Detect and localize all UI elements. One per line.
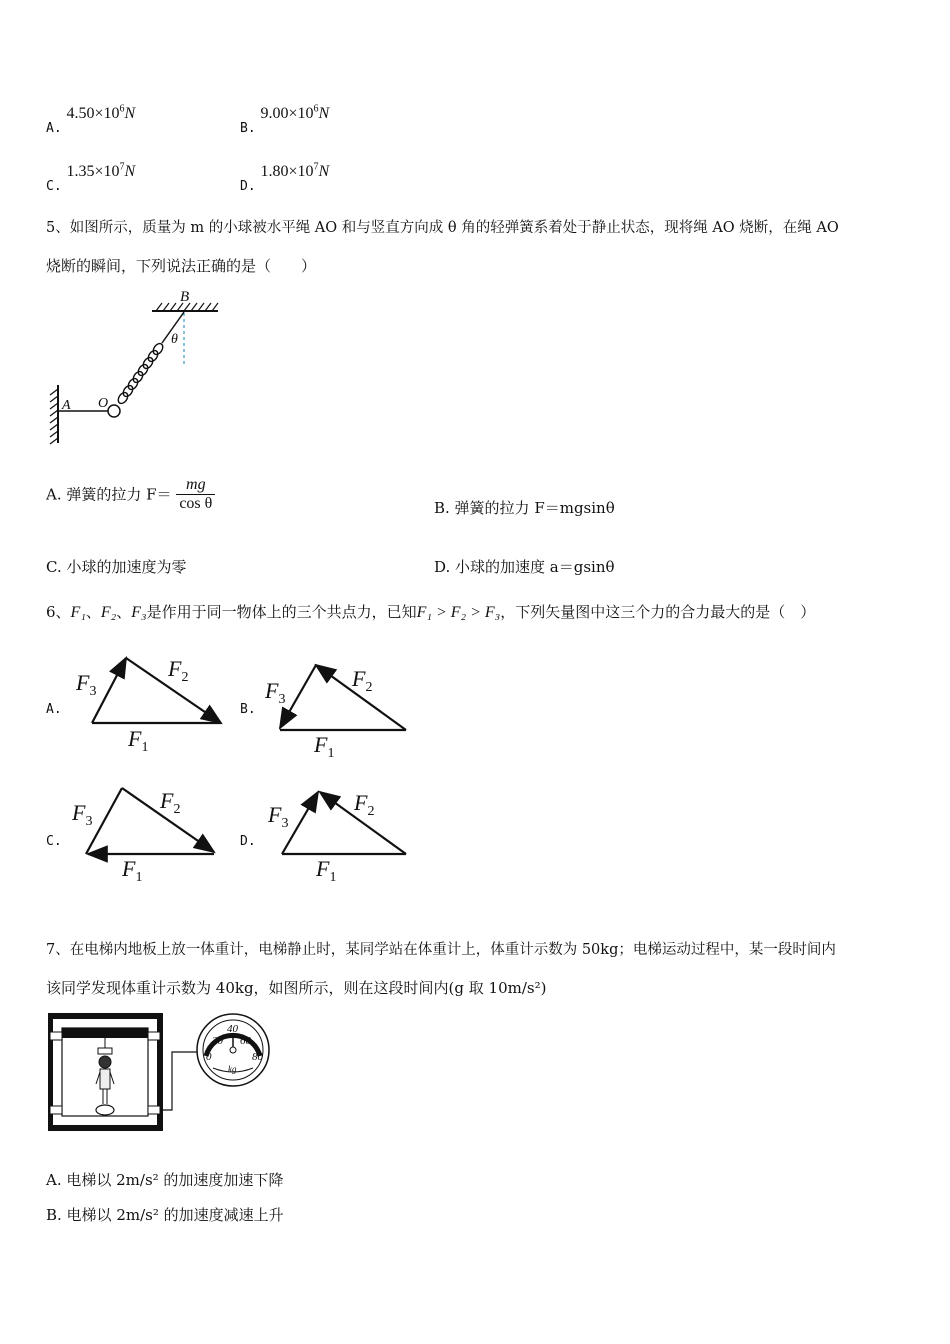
q7-stem-line2: 该同学发现体重计示数为 40kg，如图所示，则在这段时间内(g 取 10m/s²) <box>46 979 547 997</box>
ball <box>108 405 120 417</box>
label-b: B <box>180 289 190 305</box>
option-label: C. <box>46 179 62 195</box>
q7-option-a: A. 电梯以 2m/s² 的加速度加速下降 <box>46 1171 284 1189</box>
q5-option-c: C. 小球的加速度为零 <box>46 558 187 576</box>
q4-option-c <box>46 162 136 195</box>
q6-stem: 6、F₁、F₂、F₃是作用于同一物体上的三个共点力，已知F₁ > F₂ > F₃，下列矢量图中这三个力的合力最大的是（ ） <box>46 603 816 621</box>
label-theta: θ <box>171 332 178 347</box>
vector-diagram-d <box>282 792 406 854</box>
vector-diagram-a <box>92 658 221 723</box>
q7-option-b: B. 电梯以 2m/s² 的加速度减速上升 <box>46 1206 284 1224</box>
label-f1: $F_1$ <box>128 726 149 755</box>
label-f2: $F_2$ <box>160 788 181 817</box>
q5-option-d: D. 小球的加速度 a＝gsinθ <box>434 558 615 576</box>
student-figure <box>96 1056 114 1104</box>
label-f3: $F_3$ <box>76 670 97 699</box>
fraction: $\frac{mg}{\text{cos θ}}$ <box>176 476 215 513</box>
vector-diagram-b <box>280 665 406 730</box>
q5-spring-figure <box>40 285 240 450</box>
q5-stem-line1: 5、如图所示，质量为 m 的小球被水平绳 AO 和与竖直方向成 θ 角的轻弹簧系着处于静止状态，现将绳 AO 烧断，在绳 AO <box>46 220 839 236</box>
wall-hatch <box>50 389 58 444</box>
q6-option-b-label: B. <box>240 702 256 717</box>
q5-stem-line2: 烧断的瞬间，下列说法正确的是（ ） <box>46 257 317 275</box>
vector-diagram-c <box>86 788 214 854</box>
label-o: O <box>98 396 109 411</box>
label-f1: $F_1$ <box>122 856 143 885</box>
label-f3: $F_3$ <box>72 800 93 829</box>
option-value: $9.00\times 10^6N$ <box>260 104 330 123</box>
q4-option-a <box>46 104 136 137</box>
tick-80: 80 <box>252 1051 263 1063</box>
label-f3: $F_3$ <box>268 802 289 831</box>
option-value: $4.50\times 10^6N$ <box>66 104 136 123</box>
label-f3: $F_3$ <box>265 678 286 707</box>
q5-option-b: B. 弹簧的拉力 F＝mgsinθ <box>434 499 615 517</box>
q5-option-a: A. 弹簧的拉力 F＝ $\frac{mg}{\text{cos θ}}$ <box>46 476 215 513</box>
label-f2: $F_2$ <box>352 666 373 695</box>
label-f2: $F_2$ <box>354 790 375 819</box>
tick-0: 0 <box>206 1051 212 1063</box>
q6-option-c-label: C. <box>46 834 62 849</box>
tick-60: 60 <box>240 1035 251 1047</box>
q4-option-d <box>240 162 330 195</box>
q6-option-a-label: A. <box>46 702 62 717</box>
q4-option-b <box>240 104 330 137</box>
option-value: $1.35\times 10^7N$ <box>66 162 136 181</box>
option-label: D. <box>240 179 256 195</box>
q7-elevator-figure <box>48 1010 298 1135</box>
q6-option-d-label: D. <box>240 834 256 849</box>
q6-vector-figures <box>60 640 420 890</box>
label-f2: $F_2$ <box>168 656 189 685</box>
label-f1: $F_1$ <box>316 856 337 885</box>
spring <box>116 342 164 405</box>
q7-stem-line1: 7、在电梯内地板上放一体重计，电梯静止时，某同学站在体重计上，体重计示数为 50kg；电梯运动过程中，某一段时间内 <box>46 942 836 958</box>
option-value: $1.80\times 10^7N$ <box>260 162 330 181</box>
tick-40: 40 <box>227 1023 238 1035</box>
scale-unit: kg <box>228 1064 237 1074</box>
label-a: A <box>62 398 71 413</box>
option-label: A. <box>46 121 62 137</box>
option-label: B. <box>240 121 256 137</box>
label-f1: $F_1$ <box>314 732 335 761</box>
tick-20: 20 <box>212 1035 223 1047</box>
scale-platform <box>96 1105 114 1115</box>
